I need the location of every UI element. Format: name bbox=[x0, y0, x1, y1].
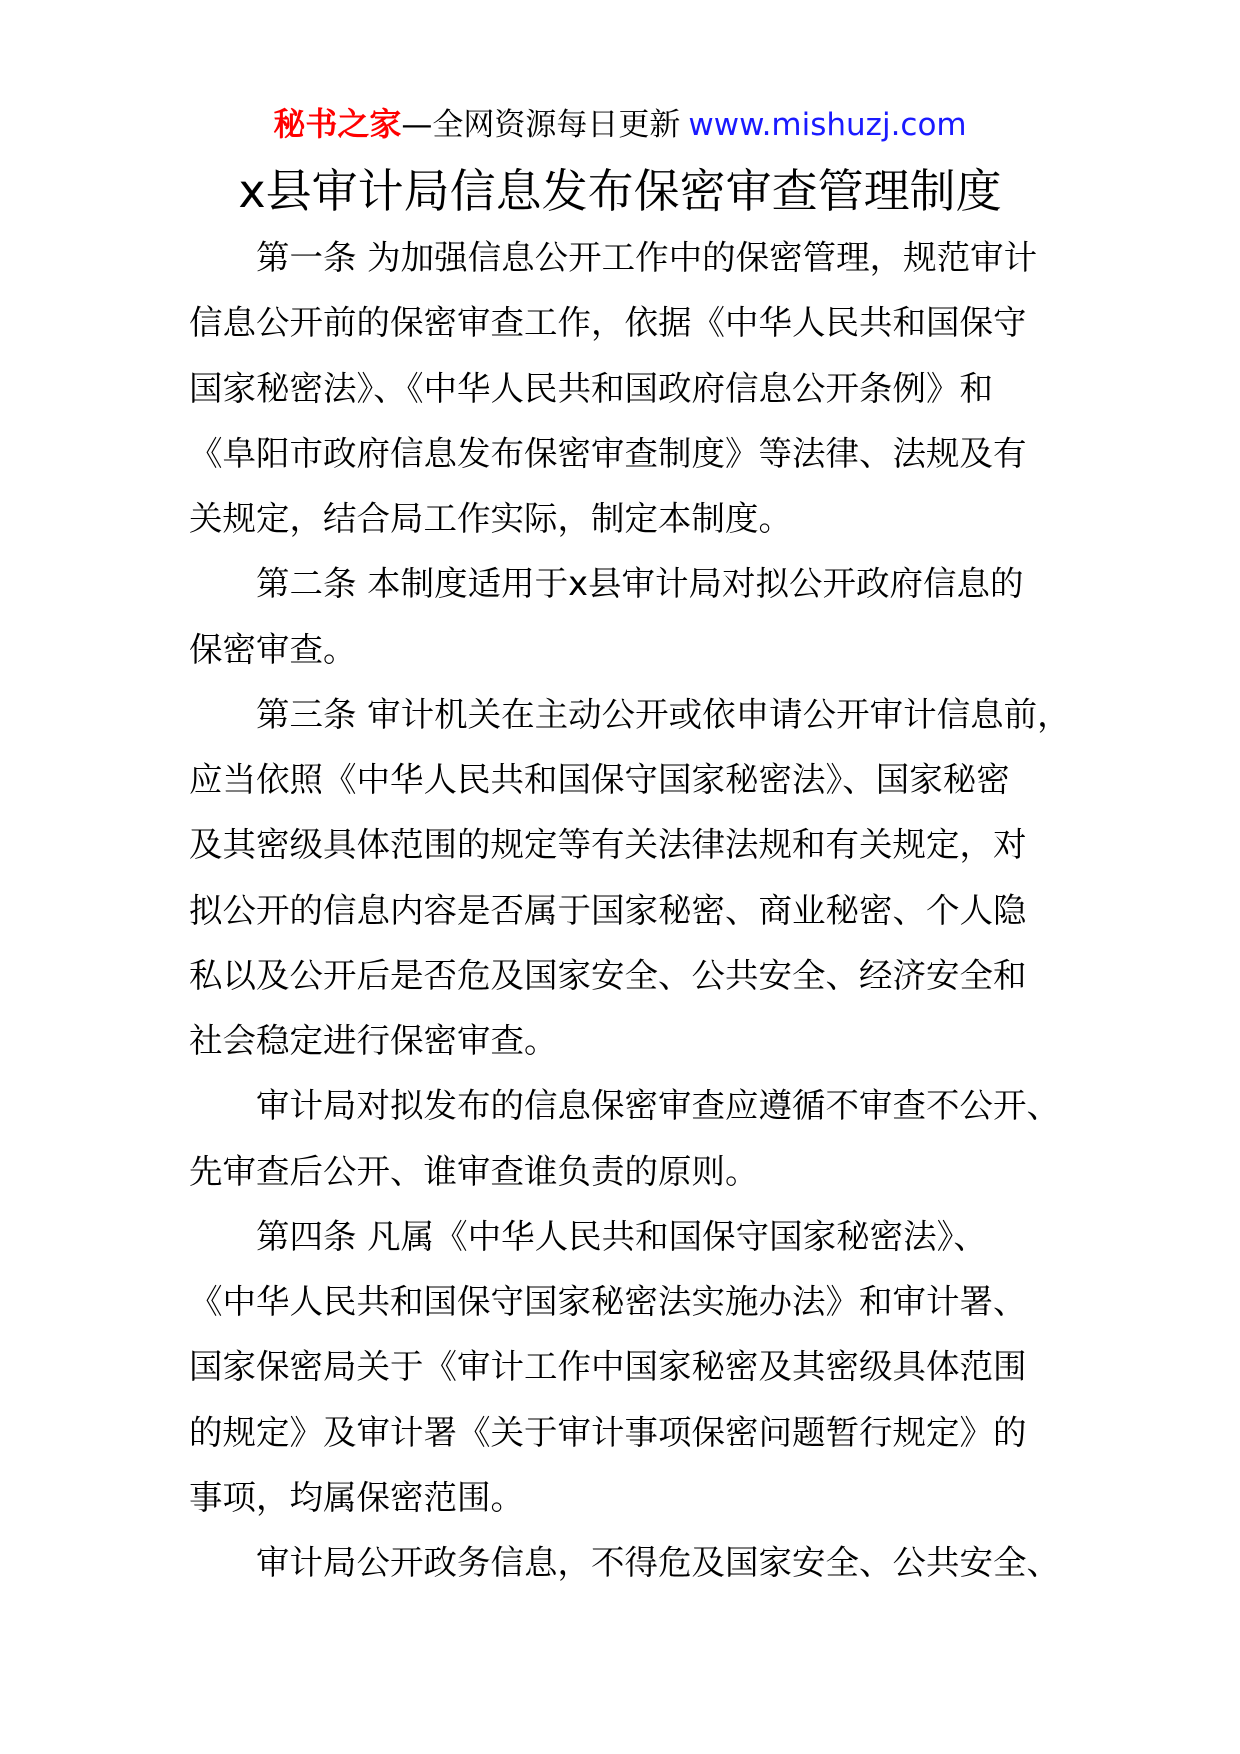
paragraph-line: 第二条 本制度适用于x县审计局对拟公开政府信息的 bbox=[256, 564, 1024, 604]
paragraph-article-2 bbox=[189, 551, 1219, 682]
paragraph-article-1 bbox=[189, 225, 1219, 551]
paragraph-line: 应当依照《中华人民共和国保守国家秘密法》、国家秘密 bbox=[189, 760, 1010, 799]
paragraph-line: 社会稳定进行保密审查。 bbox=[189, 1021, 558, 1060]
paragraph-line: 第四条 凡属《中华人民共和国保守国家秘密法》、 bbox=[256, 1216, 987, 1256]
paragraph-line: 拟公开的信息内容是否属于国家秘密、商业秘密、个人隐 bbox=[189, 890, 1027, 930]
paragraph-article-4 bbox=[189, 1204, 1219, 1530]
paragraph-line: 审计局公开政务信息，不得危及国家安全、公共安全、 bbox=[256, 1543, 1060, 1582]
paragraph-article-3 bbox=[189, 682, 1219, 1074]
website-link[interactable]: www.mishuzj.com bbox=[688, 107, 967, 143]
paragraph-line: 审计局对拟发布的信息保密审查应遵循不审查不公开、 bbox=[256, 1086, 1060, 1126]
document-body bbox=[189, 225, 1219, 1595]
paragraph-line: 先审查后公开、谁审查谁负责的原则。 bbox=[189, 1151, 759, 1191]
paragraph-line: 《中华人民共和国保守国家秘密法实施办法》和审计署、 bbox=[189, 1282, 1027, 1321]
paragraph-article-3-principle bbox=[189, 1073, 1219, 1204]
header-tagline: —全网资源每日更新 bbox=[401, 107, 681, 143]
paragraph-line: 第三条 审计机关在主动公开或依申请公开审计信息前， bbox=[256, 694, 1071, 734]
page-header bbox=[0, 104, 1240, 144]
paragraph-line: 国家保密局关于《审计工作中国家秘密及其密级具体范围 bbox=[189, 1347, 1027, 1387]
document-title: x县审计局信息发布保密审查管理制度 bbox=[238, 164, 1002, 218]
paragraph-line: 关规定，结合局工作实际，制定本制度。 bbox=[189, 499, 792, 538]
paragraph-line: 的规定》及审计署《关于审计事项保密问题暂行规定》的 bbox=[189, 1412, 1027, 1452]
paragraph-line: 私以及公开后是否危及国家安全、公共安全、经济安全和 bbox=[189, 955, 1027, 995]
paragraph-line: 国家秘密法》、《中华人民共和国政府信息公开条例》和 bbox=[189, 368, 993, 408]
paragraph-line: 信息公开前的保密审查工作，依据《中华人民共和国保守 bbox=[189, 303, 1027, 343]
paragraph-line: 及其密级具体范围的规定等有关法律法规和有关规定，对 bbox=[189, 825, 1027, 865]
paragraph-article-4-public-info bbox=[189, 1530, 1219, 1595]
paragraph-line: 保密审查。 bbox=[189, 629, 357, 669]
brand-name: 秘书之家 bbox=[273, 105, 402, 143]
paragraph-line: 事项，均属保密范围。 bbox=[189, 1477, 524, 1517]
paragraph-line: 《阜阳市政府信息发布保密审查制度》等法律、法规及有 bbox=[189, 433, 1027, 473]
paragraph-line: 第一条 为加强信息公开工作中的保密管理，规范审计 bbox=[256, 238, 1038, 277]
